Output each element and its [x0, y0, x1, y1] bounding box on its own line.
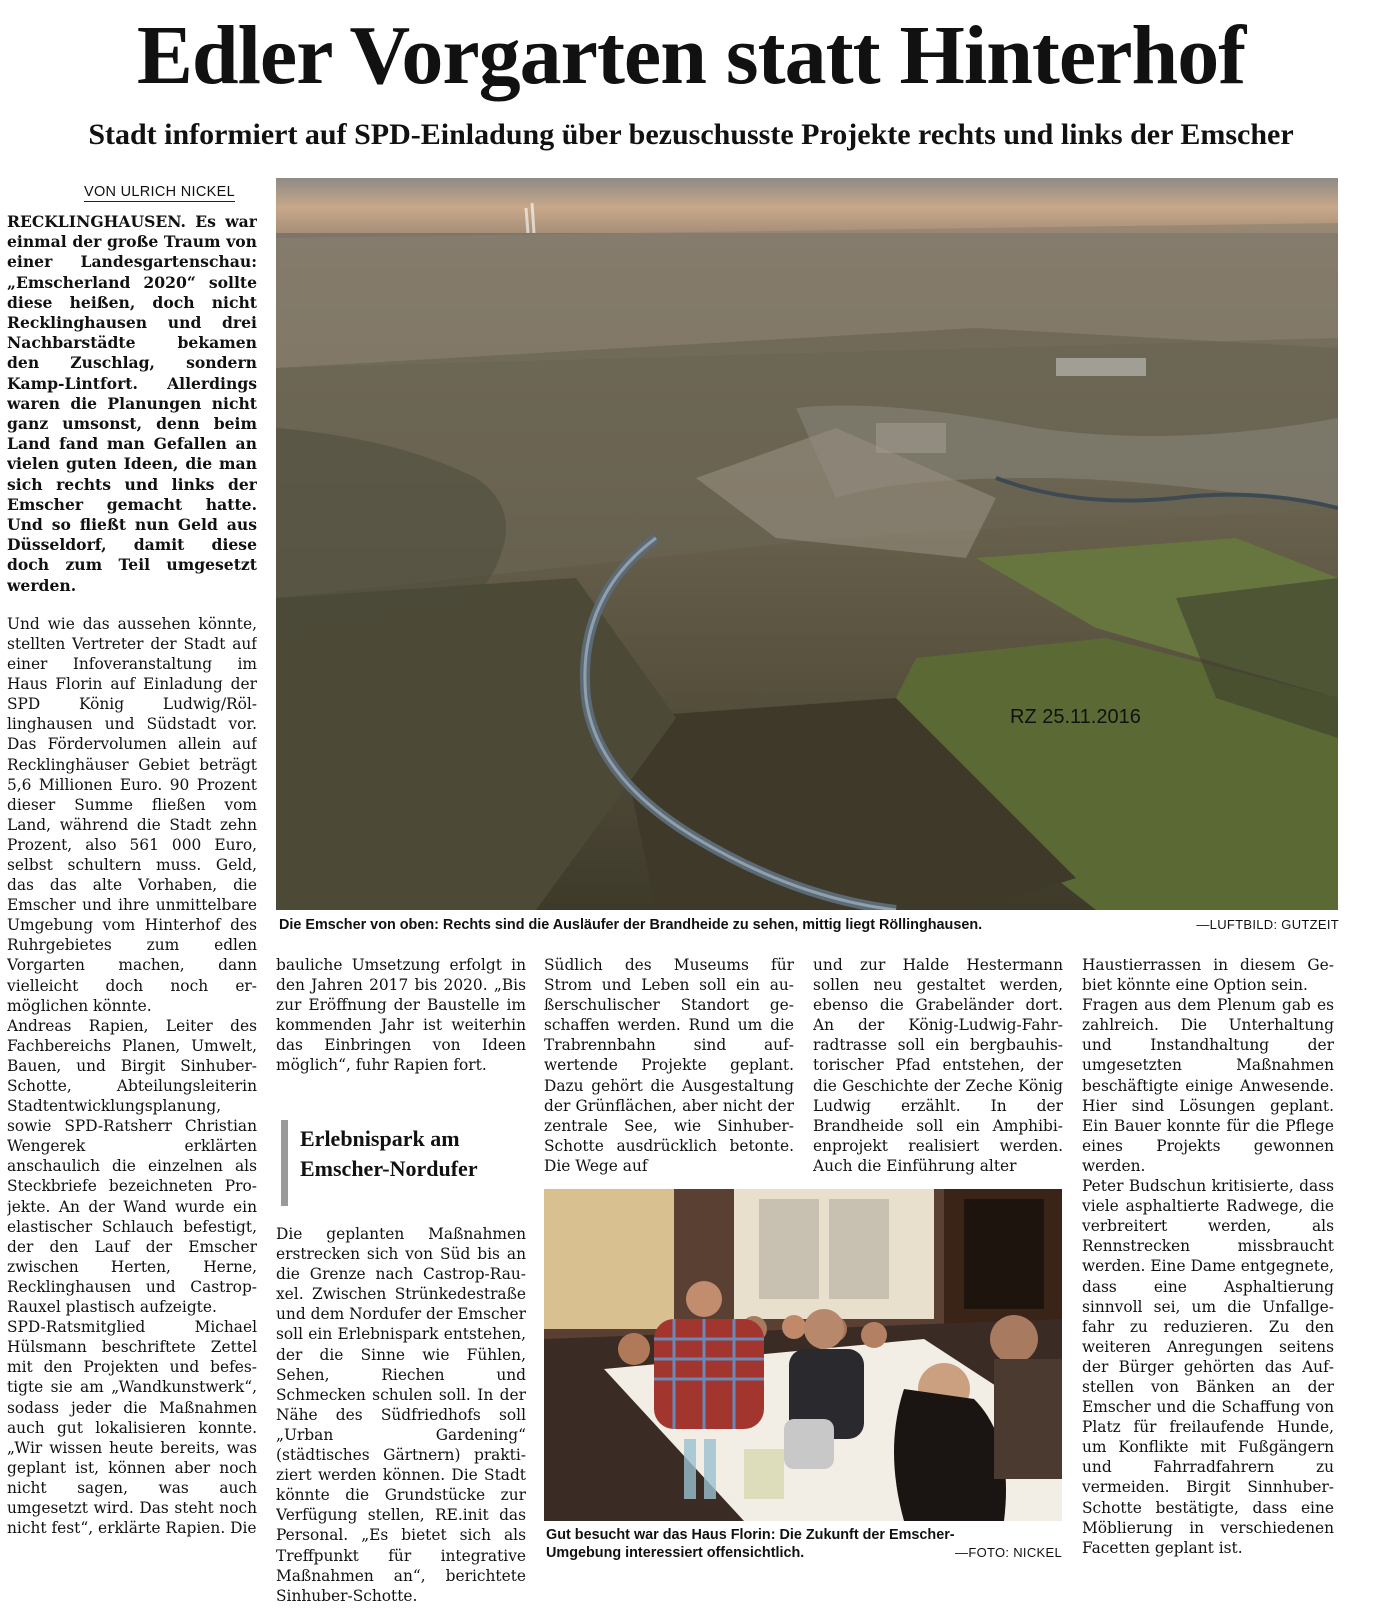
article-subheadline: Stadt informiert auf SPD-Einladung über bezuschusste Projekte rechts und links der Emscher — [88, 118, 1294, 151]
main-photo-caption — [279, 916, 1339, 934]
paragraph: Südlich des Museums für Strom und Leben soll ein außerschulischer Standort geschaffen werden. Rund um die Trabrennbahn sind aufwertende Projekte geplant. Dazu gehört die Ausgestaltung der Grünflächen, aber nicht der zentrale See, wie Sinhuber-Schotte ausdrücklich betonte. Die Wege auf — [544, 956, 794, 1175]
event-scene-image — [544, 1189, 1062, 1521]
caption-line: Gut besucht war das Haus Florin: Die Zukunft der Emscher- — [546, 1527, 955, 1543]
column-5 — [1082, 955, 1334, 1610]
caption-text: Die Emscher von oben: Rechts sind die Ausläufer der Brandheide zu sehen, mittig liegt Röllinghausen. — [279, 917, 983, 933]
paragraph: und zur Halde Hestermann sollen neu gestaltet werden, ebenso die Grabeländer dort. An der König-Ludwig-Fahrradtrasse soll ein bergbauhistorischer Pfad entstehen, der die Geschichte der Zeche König Ludwig erzählt. In der Brandheide soll ein Amphibienprojekt realisiert werden. Auch die Einführung alter — [813, 956, 1063, 1175]
caption-line: Umgebung interessiert offensichtlich. — [546, 1545, 805, 1561]
event-photo — [544, 1189, 1062, 1521]
article-byline: VON ULRICH NICKEL — [84, 184, 235, 200]
paragraph: Und wie das aussehen könnte, stellten Vertreter der Stadt auf einer Infoveranstaltung im Haus Florin auf Einladung der SPD König Ludwig/Röllinghausen und Südstadt vor. Das Fördervolumen allein auf Recklinghäuser Gebiet beträgt 5,6 Millionen Euro. 90 Prozent dieser Summe fließen vom Land, während die Stadt zehn Prozent, also 561 000 Euro, selbst schultern muss. Geld, das das alte Vorhaben, die Emscher und ihre unmittelbare Umgebung vom Hinterhof des Ruhrgebietes zum edlen Vorgarten machen, dann vielleicht doch noch ermöglichen könnte. — [7, 614, 257, 1015]
article-headline: Edler Vorgarten statt Hinterhof — [136, 9, 1246, 102]
aerial-landscape-image — [276, 178, 1338, 910]
subhead-line: Emscher-Nordufer — [300, 1156, 478, 1181]
paragraph: SPD-Ratsmitglied Michael Hülsmann beschriftete Zettel mit den Projekten und befestigte sie am „Wandkunstwerk“, sodass jeder die Maßnahmen auch gut lokalisieren konnte. „Wir wissen heute bereits, was geplant ist, können aber noch nicht sagen, was auch umgesetzt wird. Das steht noch nicht fest“, erklärte Rapien. Die — [7, 1318, 257, 1538]
lead-paragraph — [7, 212, 257, 596]
column-3 — [544, 955, 794, 1175]
dateline: RECKLINGHAUSEN. — [7, 212, 186, 231]
column-2-continued — [276, 1224, 526, 1610]
section-subhead — [281, 1120, 531, 1206]
paragraph: bauliche Umsetzung erfolgt in den Jahren 2017 bis 2020. „Bis zur Eröffnung der Baustelle im kommenden Jahr ist weiterhin das Einbringen von Ideen möglich“, fuhr Rapien fort. — [276, 956, 526, 1075]
aerial-photo — [276, 178, 1338, 910]
subhead-line: Erlebnispark am — [300, 1126, 460, 1151]
photo-credit: —LUFTBILD: GUTZEIT — [1196, 917, 1339, 932]
column-4 — [813, 955, 1063, 1175]
column-1 — [7, 212, 257, 1610]
column-2 — [276, 955, 526, 1105]
lead-text: Es war einmal der große Traum von einer Landesgartenschau: „Emscherland 2020“ sollte diese heißen, doch nicht Recklinghausen und drei Nachbarstädte bekamen den Zuschlag, sondern Kamp-Lintfort. Allerdings waren die Planungen nicht ganz umsonst, denn beim Land fand man Gefallen an vielen guten Ideen, die man sich rechts und links der Emscher gemacht hatte. Und so fließt nun Geld aus Düsseldorf, damit diese doch zum Teil umgesetzt werden. — [7, 212, 257, 595]
paragraph: Die geplanten Maßnahmen erstrecken sich von Süd bis an die Grenze nach Castrop-Rauxel. Zwischen Strünkedestraße und dem Nordufer der Emscher soll ein Erlebnispark entstehen, der die Sinne wie Fühlen, Sehen, Riechen und Schmecken schulen soll. In der Nähe des Südfriedhofs soll „Urban Gardening“ (städtisches Gärtnern) praktiziert werden können. Die Stadt könnte die Grundstücke zur Verfügung stellen, RE.init das Personal. „Es bietet sich als Treffpunkt für integrative Maßnahmen an“, berichtete Sinhuber-Schotte. — [276, 1225, 526, 1605]
paragraph: Andreas Rapien, Leiter des Fachbereichs Planen, Umwelt, Bauen, und Birgit Sinhuber-Schotte, Abteilungsleiterin Stadtentwicklungsplanung, sowie SPD-Ratsherr Christian Wengerek erklärten anschaulich die einzelnen als Steckbriefe bezeichneten Projekte. An der Wand wurde ein elastischer Schlauch befestigt, der den Lauf der Emscher zwischen Herten, Herne, Recklinghausen und Castrop-Rauxel plastisch aufzeigte. — [7, 1016, 257, 1317]
paragraph: Haustierrassen in diesem Gebiet könnte eine Option sein. — [1082, 956, 1334, 995]
paragraph: Fragen aus dem Plenum gab es zahlreich. Die Unterhaltung und Instandhaltung der umgesetzten Maßnahmen beschäftigte einige Anwesende. Hier sind Lösungen geplant. Ein Bauer konnte für die Pflege eines Projekts gewonnen werden. — [1082, 996, 1334, 1175]
photo-credit: —FOTO: NICKEL — [955, 1545, 1062, 1560]
archive-stamp: RZ 25.11.2016 — [1010, 706, 1141, 728]
paragraph: Peter Budschun kritisierte, dass viele asphaltierte Radwege, die verbreitert werden, als Rennstrecken missbraucht werden. Eine Dame entgegnete, dass eine Asphaltierung sinnvoll sei, um die Unfallgefahr zu reduzieren. Zu den weiteren Anregungen seitens der Bürger gehörten das Aufstellen von Bänken an der Emscher und die Schaffung von Platz für freilaufende Hunde, um Konflikte mit Fußgängern und Fahrradfahrern zu vermeiden. Birgit Sinnhuber-Schotte bestätigte, dass eine Möblierung in verschiedenen Facetten geplant ist. — [1082, 1177, 1334, 1557]
event-photo-caption — [546, 1526, 1066, 1562]
